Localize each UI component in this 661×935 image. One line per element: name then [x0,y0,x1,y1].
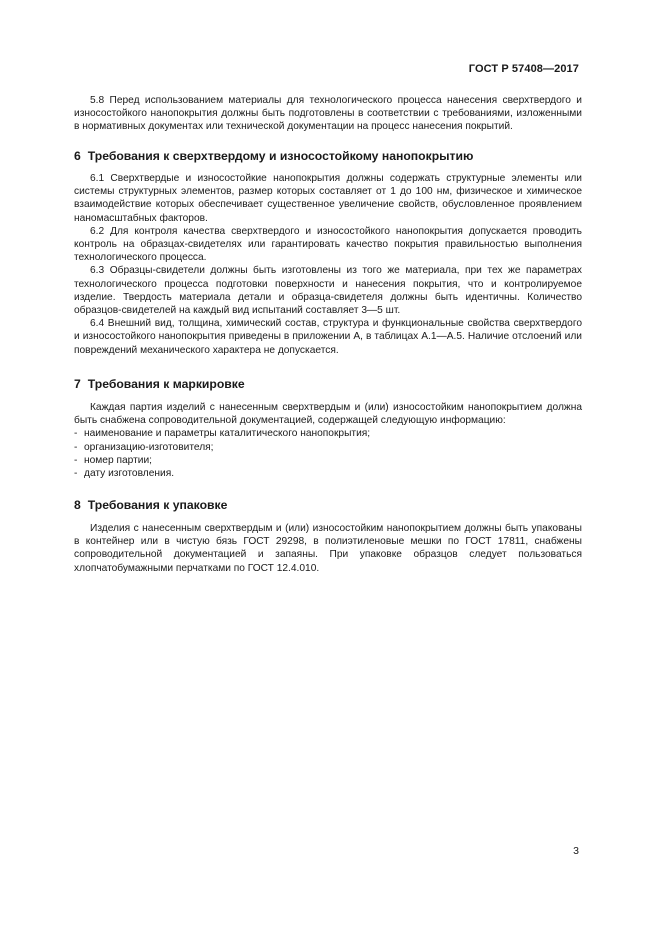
section-7-heading [74,377,245,391]
section-8-number: 8 [74,498,81,512]
list-item: - наименование и параметры каталитического нанопокрытия; [74,428,371,440]
list-dash: - [74,428,78,440]
list-item: - дату изготовления. [74,468,175,480]
list-dash: - [74,454,78,466]
document-code: ГОСТ Р 57408—2017 [468,63,579,75]
section-6-number: 6 [74,149,81,163]
section-8-heading [74,498,227,512]
paragraph-7-intro: Каждая партия изделий с нанесенным сверхтвердым и (или) износостойким нанопокрытием должна быть снабжена сопроводительной документацией, содержащей следующую информацию: [74,402,582,427]
section-6-title: Требования к сверхтвердому и износостойкому нанопокрытию [87,149,474,163]
section-8-title: Требования к упаковке [87,498,228,512]
paragraph-5-8: 5.8 Перед использованием материалы для технологического процесса нанесения сверхтвердого и износостойкого нанопокрытия должны быть подготовлены в соответствии с требованиями, изложенными в нормативных документах или технической документации на процесс нанесения покрытий. [74,95,582,133]
page-number: 3 [573,845,579,857]
section-5-block [74,94,582,134]
paragraph-6-1: 6.1 Сверхтвердые и износостойкие нанопокрытия должны содержать структурные элементы или системы структурных элементов, размер которых составляет от 1 до 100 нм, физическое и химическое взаимодействие которых обеспечивает существенное увеличение свойств, обусловленное проявлением наномасштабных факторов. [74,173,582,224]
paragraph-6-3: 6.3 Образцы-свидетели должны быть изготовлены из того же материала, при тех же параметрах технологического процесса подготовки поверхности и нанесения покрытия, что и контролируемое изделие. Твердость материала детали и образца-свидетеля должны быть идентичны. Количество образцов-свидетелей на каждый вид испытаний составляет 3—5 шт. [74,265,582,317]
section-7-block [74,401,582,480]
section-8-block [74,522,582,575]
list-dash: - [74,468,78,480]
list-dash: - [74,441,78,453]
section-7-number: 7 [74,377,81,391]
list-item: - организацию-изготовителя; [74,441,214,453]
section-7-title: Требования к маркировке [87,377,245,391]
marking-info-list [74,427,582,480]
section-6-block [74,172,582,357]
paragraph-6-2: 6.2 Для контроля качества сверхтвердого и износостойкого нанопокрытия допускается проводить контроль на образцах-свидетелях или гарантировать качество покрытия правильностью выполнения технологического процесса. [74,225,582,264]
list-item: - номер партии; [74,454,152,466]
section-6-heading [74,149,473,163]
paragraph-6-4: 6.4 Внешний вид, толщина, химический состав, структура и функциональные свойства сверхтвердого и износостойкого нанопокрытия приведены в приложении А, в таблицах А.1—А.5. Наличие отслоений или повреждений механического характера не допускается. [74,318,582,356]
paragraph-8: Изделия с нанесенным сверхтвердым и (или) износостойким нанопокрытием должны быть упакованы в контейнер или в чистую бязь ГОСТ 29298, в полиэтиленовые мешки по ГОСТ 17811, снабжены сопроводительной документацией и запаяны. При упаковке образцов следует пользоваться хлопчатобумажными перчатками по ГОСТ 12.4.010. [74,523,582,574]
